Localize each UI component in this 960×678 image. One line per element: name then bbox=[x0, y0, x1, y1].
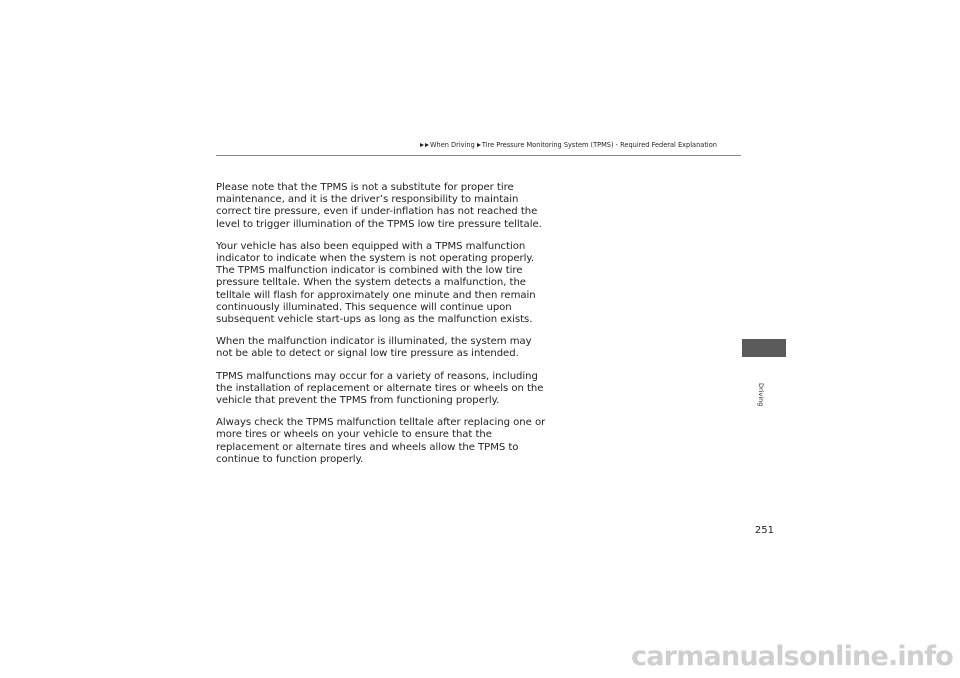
breadcrumb-arrow-icon bbox=[477, 143, 481, 147]
breadcrumb bbox=[420, 140, 742, 150]
breadcrumb-item-when-driving[interactable]: When Driving bbox=[430, 141, 475, 149]
header-divider bbox=[216, 155, 741, 156]
paragraph: Your vehicle has also been equipped with a TPMS malfunction indicator to indicate when the system is not operating properly. The TPMS malfunction indicator is combined with the low tire pressure telltale. When the system detects a malfunction, the telltale will flash for approximately one minute and then remain continuously illuminated. This sequence will continue upon subsequent vehicle start-ups as long as the malfunction exists. bbox=[216, 240, 536, 326]
body-text bbox=[216, 182, 546, 476]
paragraph: Please note that the TPMS is not a substitute for proper tire maintenance, and it is the driver’s responsibility to maintain correct tire pressure, even if under-inflation has not reached the level to trigger illumination of the TPMS low tire pressure telltale. bbox=[216, 182, 542, 230]
watermark: carmanualsonline.info bbox=[631, 641, 953, 672]
section-tab[interactable] bbox=[742, 339, 786, 357]
breadcrumb-arrow-icon bbox=[425, 143, 429, 147]
paragraph: When the malfunction indicator is illuminated, the system may not be able to detect or signal low tire pressure as intended. bbox=[216, 336, 532, 360]
page-number: 251 bbox=[754, 525, 774, 536]
breadcrumb-item-tpms[interactable]: Tire Pressure Monitoring System (TPMS) - Required Federal Explanation bbox=[481, 141, 717, 149]
section-tab-label: Driving bbox=[757, 383, 765, 407]
breadcrumb-arrow-icon bbox=[420, 143, 424, 147]
paragraph: Always check the TPMS malfunction telltale after replacing one or more tires or wheels on your vehicle to ensure that the replacement or alternate tires and wheels allow the TPMS to continue to function properly. bbox=[216, 417, 546, 465]
paragraph: TPMS malfunctions may occur for a variety of reasons, including the installation of replacement or alternate tires or wheels on the vehicle that prevent the TPMS from functioning properly. bbox=[216, 370, 544, 407]
